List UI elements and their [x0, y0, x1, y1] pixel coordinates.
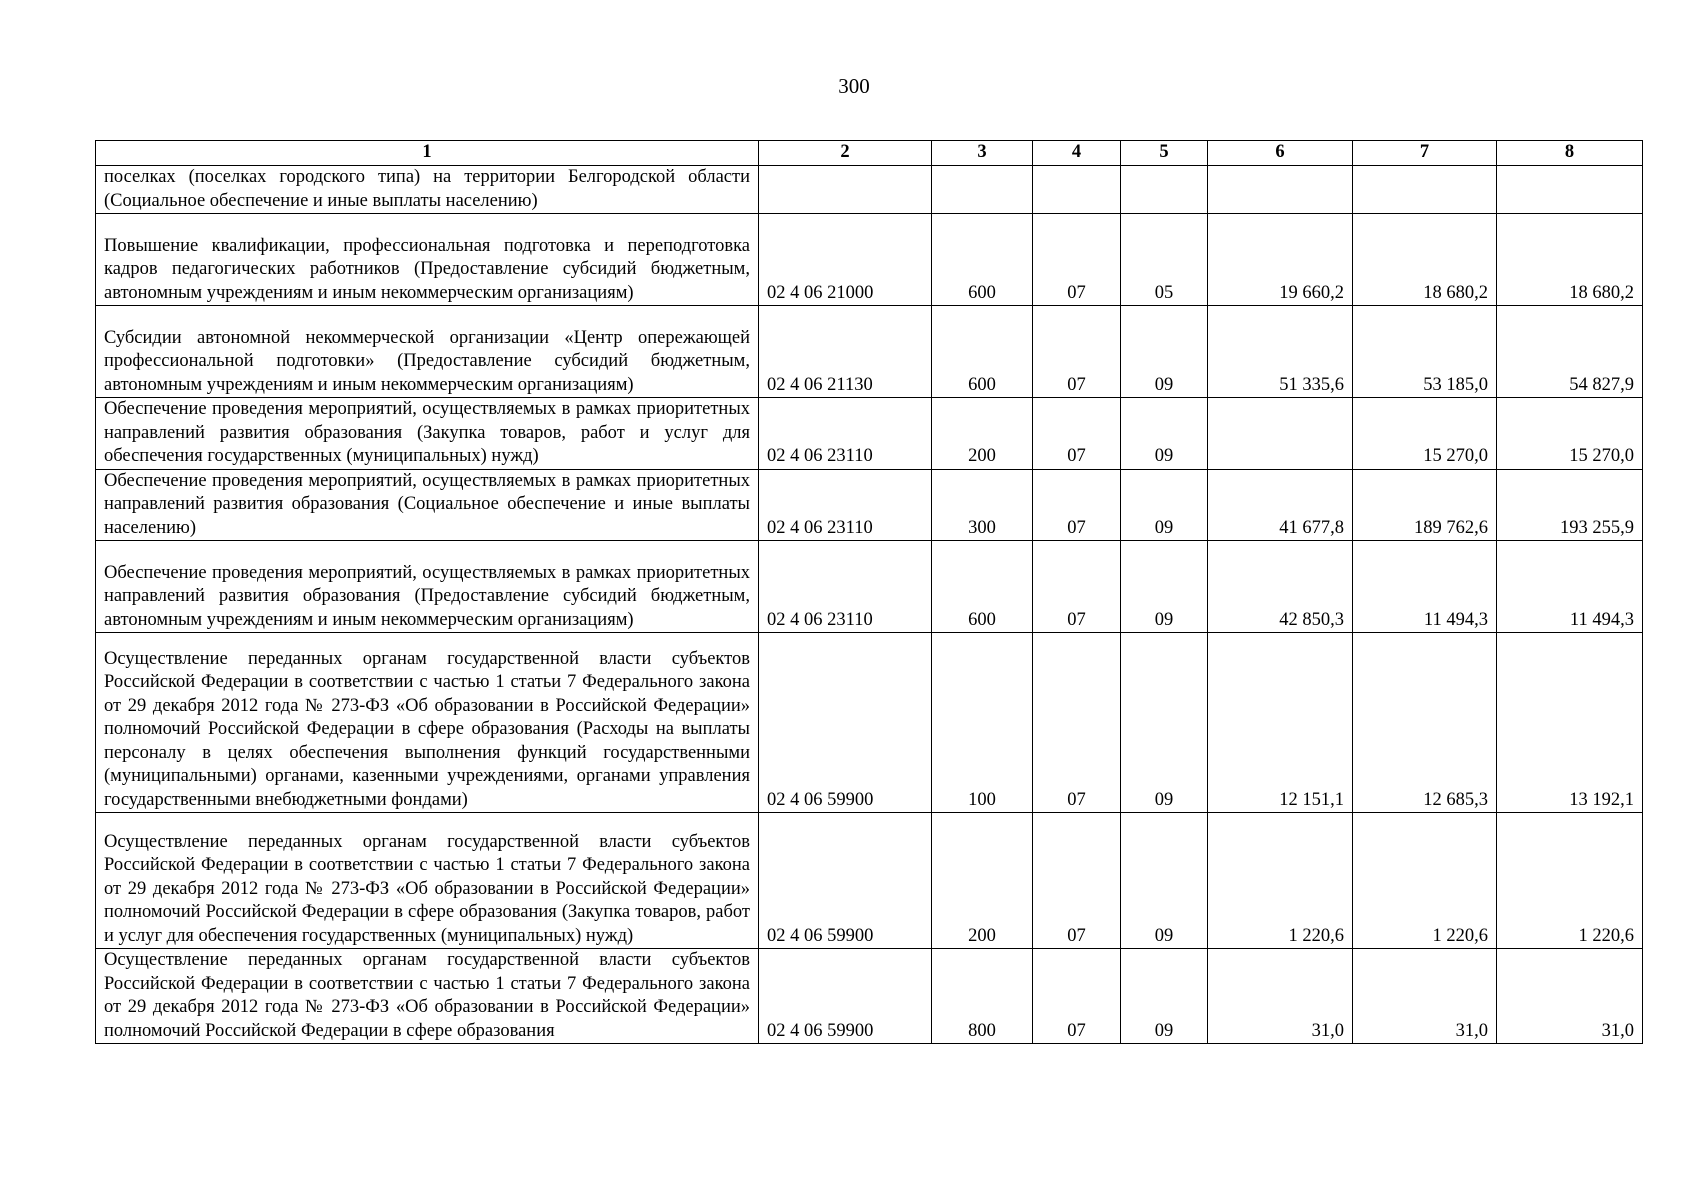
row-col4: 07	[1033, 306, 1121, 398]
row-col8: 54 827,9	[1497, 306, 1643, 398]
row-col7: 31,0	[1353, 949, 1497, 1044]
row-col8: 31,0	[1497, 949, 1643, 1044]
row-col5: 09	[1121, 398, 1208, 470]
row-col7: 15 270,0	[1353, 398, 1497, 470]
row-col6: 41 677,8	[1208, 469, 1353, 541]
row-col6: 1 220,6	[1208, 813, 1353, 949]
column-header: 4	[1033, 141, 1121, 166]
column-header: 8	[1497, 141, 1643, 166]
row-col5: 09	[1121, 949, 1208, 1044]
row-col8: 13 192,1	[1497, 633, 1643, 813]
row-col6	[1208, 166, 1353, 214]
row-col3: 600	[932, 306, 1033, 398]
row-code: 02 4 06 59900	[759, 949, 932, 1044]
row-col7	[1353, 166, 1497, 214]
row-col4: 07	[1033, 633, 1121, 813]
row-col5	[1121, 166, 1208, 214]
row-col6: 31,0	[1208, 949, 1353, 1044]
row-col5: 09	[1121, 813, 1208, 949]
row-description: Обеспечение проведения мероприятий, осуществляемых в рамках приоритетных направлений развития образования (Закупка товаров, работ и услуг для обеспечения государственных (муниципальных) нужд)	[96, 398, 759, 470]
page-number: 300	[838, 74, 870, 98]
column-header: 6	[1208, 141, 1353, 166]
row-col7: 53 185,0	[1353, 306, 1497, 398]
row-col5: 09	[1121, 469, 1208, 541]
row-description: Осуществление переданных органам государственной власти субъектов Российской Федерации в соответствии с частью 1 статьи 7 Федерального закона от 29 декабря 2012 года № 273-ФЗ «Об образовании в Российской Федерации» полномочий Российской Федерации в сфере образования	[96, 949, 759, 1044]
row-col3: 800	[932, 949, 1033, 1044]
row-col8	[1497, 166, 1643, 214]
row-col4: 07	[1033, 949, 1121, 1044]
row-col6	[1208, 398, 1353, 470]
row-code: 02 4 06 21130	[759, 306, 932, 398]
table-row	[96, 398, 1643, 470]
row-code: 02 4 06 23110	[759, 469, 932, 541]
row-description: Осуществление переданных органам государственной власти субъектов Российской Федерации в соответствии с частью 1 статьи 7 Федерального закона от 29 декабря 2012 года № 273-ФЗ «Об образовании в Российской Федерации» полномочий Российской Федерации в сфере образования (Расходы на выплаты персоналу в целях обеспечения выполнения функций государственными (муниципальными) органами, казенными учреждениями, органами управления государственными внебюджетными фондами)	[96, 633, 759, 813]
row-col7: 189 762,6	[1353, 469, 1497, 541]
row-col3: 200	[932, 813, 1033, 949]
row-description: Обеспечение проведения мероприятий, осуществляемых в рамках приоритетных направлений развития образования (Предоставление субсидий бюджетным, автономным учреждениям и иным некоммерческим организациям)	[96, 541, 759, 633]
row-code: 02 4 06 59900	[759, 633, 932, 813]
row-col6: 19 660,2	[1208, 214, 1353, 306]
row-col3: 600	[932, 541, 1033, 633]
row-col4: 07	[1033, 398, 1121, 470]
row-col6: 12 151,1	[1208, 633, 1353, 813]
row-col7: 18 680,2	[1353, 214, 1497, 306]
row-col7: 1 220,6	[1353, 813, 1497, 949]
row-col4	[1033, 166, 1121, 214]
table-row	[96, 541, 1643, 633]
row-col5: 09	[1121, 541, 1208, 633]
row-col5: 05	[1121, 214, 1208, 306]
row-col6: 51 335,6	[1208, 306, 1353, 398]
row-col8: 11 494,3	[1497, 541, 1643, 633]
row-description: Субсидии автономной некоммерческой организации «Центр опережающей профессиональной подготовки» (Предоставление субсидий бюджетным, автономным учреждениям и иным некоммерческим организациям)	[96, 306, 759, 398]
row-col8: 193 255,9	[1497, 469, 1643, 541]
column-header: 2	[759, 141, 932, 166]
table-row	[96, 166, 1643, 214]
row-code: 02 4 06 21000	[759, 214, 932, 306]
row-code: 02 4 06 23110	[759, 541, 932, 633]
row-col3: 600	[932, 214, 1033, 306]
row-code	[759, 166, 932, 214]
row-col8: 18 680,2	[1497, 214, 1643, 306]
column-header: 7	[1353, 141, 1497, 166]
row-col4: 07	[1033, 541, 1121, 633]
row-code: 02 4 06 23110	[759, 398, 932, 470]
table-row	[96, 633, 1643, 813]
row-description: поселках (поселках городского типа) на территории Белгородской области (Социальное обеспечение и иные выплаты населению)	[96, 166, 759, 214]
row-description: Повышение квалификации, профессиональная подготовка и переподготовка кадров педагогических работников (Предоставление субсидий бюджетным, автономным учреждениям и иным некоммерческим организациям)	[96, 214, 759, 306]
header-row	[96, 141, 1643, 166]
row-col7: 11 494,3	[1353, 541, 1497, 633]
table-row	[96, 306, 1643, 398]
row-description: Обеспечение проведения мероприятий, осуществляемых в рамках приоритетных направлений развития образования (Социальное обеспечение и иные выплаты населению)	[96, 469, 759, 541]
row-col4: 07	[1033, 214, 1121, 306]
table-row	[96, 949, 1643, 1044]
row-col4: 07	[1033, 469, 1121, 541]
row-code: 02 4 06 59900	[759, 813, 932, 949]
column-header: 5	[1121, 141, 1208, 166]
row-col8: 1 220,6	[1497, 813, 1643, 949]
row-col3: 200	[932, 398, 1033, 470]
row-col3	[932, 166, 1033, 214]
row-col8: 15 270,0	[1497, 398, 1643, 470]
row-col6: 42 850,3	[1208, 541, 1353, 633]
row-col5: 09	[1121, 306, 1208, 398]
row-col5: 09	[1121, 633, 1208, 813]
table-row	[96, 214, 1643, 306]
row-col4: 07	[1033, 813, 1121, 949]
row-description: Осуществление переданных органам государственной власти субъектов Российской Федерации в соответствии с частью 1 статьи 7 Федерального закона от 29 декабря 2012 года № 273-ФЗ «Об образовании в Российской Федерации» полномочий Российской Федерации в сфере образования (Закупка товаров, работ и услуг для обеспечения государственных (муниципальных) нужд)	[96, 813, 759, 949]
column-header: 3	[932, 141, 1033, 166]
column-header: 1	[96, 141, 759, 166]
table-row	[96, 469, 1643, 541]
row-col7: 12 685,3	[1353, 633, 1497, 813]
row-col3: 300	[932, 469, 1033, 541]
budget-table	[95, 140, 1643, 1044]
row-col3: 100	[932, 633, 1033, 813]
table-row	[96, 813, 1643, 949]
